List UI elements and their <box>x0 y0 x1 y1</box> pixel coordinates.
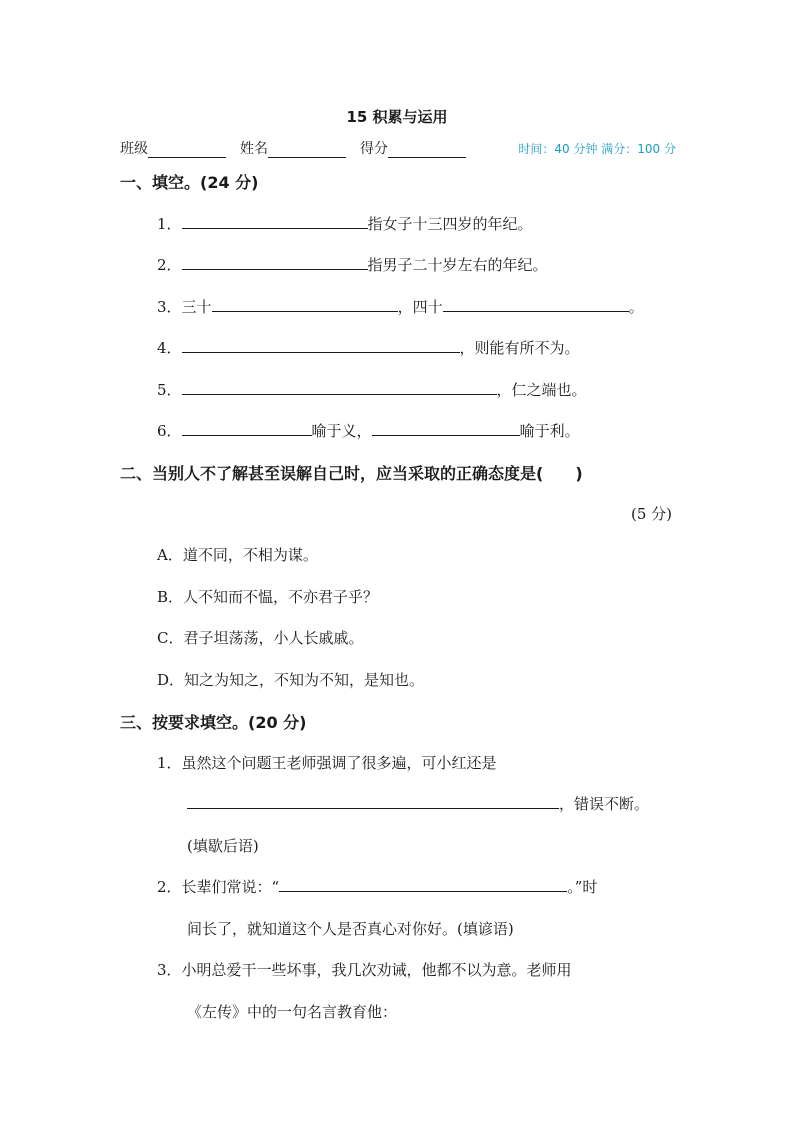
s1-item-1-blank[interactable] <box>182 214 368 229</box>
s1-item-3 <box>157 296 644 317</box>
s1-item-6-mid: 喻于义， <box>311 422 372 440</box>
s3-q1-tail: ，错误不断。 <box>559 795 650 813</box>
s3-q1-line2 <box>187 793 649 814</box>
s1-item-3-num: 3． <box>157 298 182 316</box>
s1-item-2-text: 指男子二十岁左右的年纪。 <box>367 256 548 274</box>
s1-item-4-blank[interactable] <box>182 338 460 353</box>
s1-item-1 <box>157 213 533 234</box>
s1-item-6 <box>157 420 580 441</box>
s1-item-3-pre: 三十 <box>181 298 212 316</box>
class-label: 班级 <box>120 141 148 157</box>
s3-q3-line1: 3．小明总爱干一些坏事，我几次劝诫，他都不以为意。老师用 <box>157 961 572 979</box>
s2-option-c[interactable]: C．君子坦荡荡，小人长戚戚。 <box>157 629 364 647</box>
s1-item-6-blank-a[interactable] <box>182 421 312 436</box>
s2-option-b[interactable]: B．人不知而不愠，不亦君子乎？ <box>157 588 379 606</box>
s3-q1-blank[interactable] <box>187 794 559 809</box>
name-field <box>240 138 346 158</box>
s1-item-3-blank-b[interactable] <box>443 297 629 312</box>
name-blank[interactable] <box>268 142 346 158</box>
score-label: 得分 <box>360 141 388 157</box>
student-info-row <box>120 138 676 160</box>
s3-q1-line1: 1．虽然这个问题王老师强调了很多遍，可小红还是 <box>157 754 497 772</box>
s2-option-d[interactable]: D．知之为知之，不知为不知，是知也。 <box>157 671 425 689</box>
s1-item-5 <box>157 379 587 400</box>
s1-item-3-blank-a[interactable] <box>212 297 398 312</box>
s1-item-3-text: 。 <box>628 298 644 316</box>
page-title: 15 积累与运用 <box>346 108 448 126</box>
time-score-meta: 时间：40 分钟 满分：100 分 <box>518 142 676 156</box>
score-field <box>360 138 466 158</box>
s1-item-6-num: 6． <box>157 422 182 440</box>
s3-q2-pre: 2．长辈们常说：“ <box>157 878 280 896</box>
s1-item-4-text: ，则能有所不为。 <box>459 339 580 357</box>
s1-item-1-text: 指女子十三四岁的年纪。 <box>367 215 533 233</box>
s1-item-5-text: ，仁之端也。 <box>496 381 587 399</box>
s1-item-3-mid: ，四十 <box>397 298 443 316</box>
s3-q2-blank[interactable] <box>279 877 567 892</box>
s1-item-5-num: 5． <box>157 381 182 399</box>
s1-item-2 <box>157 254 548 275</box>
s3-q2-line2: 间长了，就知道这个人是否真心对你好。(填谚语) <box>187 920 514 938</box>
s1-item-6-text: 喻于利。 <box>519 422 580 440</box>
s1-item-4-num: 4． <box>157 339 182 357</box>
section-3-heading: 三、按要求填空。(20 分) <box>120 713 307 732</box>
score-blank[interactable] <box>388 142 466 158</box>
s1-item-2-num: 2． <box>157 256 182 274</box>
section-2-score: (5 分) <box>630 505 672 523</box>
s2-option-a[interactable]: A．道不同，不相为谋。 <box>157 546 318 564</box>
name-label: 姓名 <box>240 141 268 157</box>
s3-q3-line2: 《左传》中的一句名言教育他： <box>187 1003 398 1021</box>
s1-item-1-num: 1． <box>157 215 182 233</box>
s3-q1-note: (填歇后语) <box>187 837 259 855</box>
s1-item-4 <box>157 337 580 358</box>
section-2-heading: 二、当别人不了解甚至误解自己时，应当采取的正确态度是( ) <box>120 464 583 483</box>
s1-item-6-blank-b[interactable] <box>372 421 520 436</box>
s1-item-2-blank[interactable] <box>182 255 368 270</box>
s3-q2-line1 <box>157 876 597 897</box>
class-field <box>120 138 226 158</box>
class-blank[interactable] <box>148 142 226 158</box>
s3-q2-tail: 。”时 <box>567 878 598 896</box>
section-1-heading: 一、填空。(24 分) <box>120 173 259 192</box>
s1-item-5-blank[interactable] <box>182 380 497 395</box>
